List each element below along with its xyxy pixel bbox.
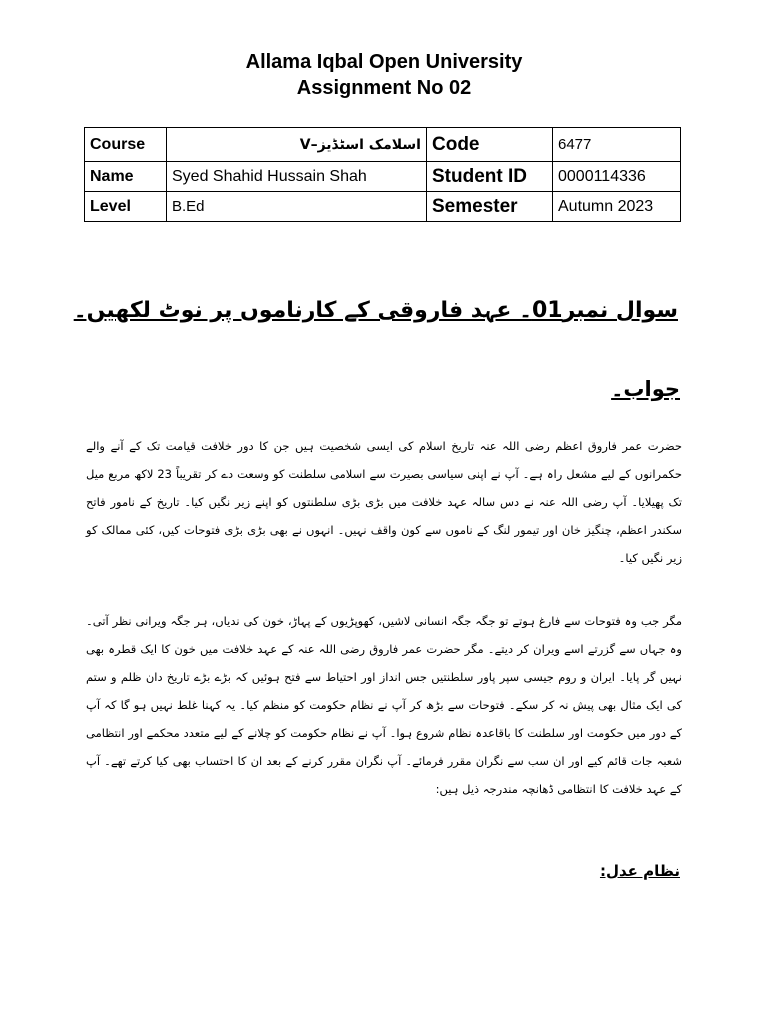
semester-label: Semester [427, 192, 553, 222]
info-table [84, 127, 681, 222]
name-label: Name [85, 162, 167, 192]
semester-value: Autumn 2023 [553, 192, 681, 222]
student-id-value: 0000114336 [553, 162, 681, 192]
table-row-level [85, 192, 681, 222]
section-subheading: نظام عدل: [599, 862, 680, 880]
student-id-label: Student ID [427, 162, 553, 192]
level-value: B.Ed [167, 192, 427, 222]
paragraph: حضرت عمر فاروق اعظم رضی اللہ عنہ تاریخ اسلام کی ایسی شخصیت ہیں جن کا دور خلافت قیامت تک کے آنے والے حکمرانوں کے لیے مشعل راہ ہے۔ آپ نے اپنی سیاسی بصیرت سے اسلامی سلطنت کو وسعت دے کر تقریباً 23 لاکھ مربع میل تک پھیلایا۔ آپ رضی اللہ عنہ نے دس سالہ عہد خلافت میں بڑی بڑی سلطنتوں کو اپنے زیر نگیں کیا۔ تاریخ کے نامور فاتح سکندر اعظم، چنگیز خان اور تیمور لنگ کے ناموں سے کون واقف نہیں۔ انہوں نے بھی بڑی بڑی فتوحات کیں، کئی ممالک کو زیر نگیں کیا۔ [86, 439, 682, 565]
page-title: Allama Iqbal Open University [245, 51, 523, 73]
table-row-name [85, 162, 681, 192]
course-value: اسلامک اسٹڈیز–V [167, 128, 427, 162]
code-label: Code [427, 128, 553, 162]
question-heading: سوال نمبر01۔ عہد فاروقی کے کارناموں پر نوٹ لکھیں۔ [73, 298, 678, 323]
course-label: Course [85, 128, 167, 162]
code-value: 6477 [553, 128, 681, 162]
page-subtitle: Assignment No 02 [296, 77, 472, 99]
answer-heading: جواب۔ [611, 377, 680, 401]
paragraph: مگر جب وہ فتوحات سے فارغ ہوتے تو جگہ جگہ انسانی لاشیں، کھوپڑیوں کے پہاڑ، خون کی ندیاں، ہر جگہ ویرانی نظر آتی۔ وہ جہاں سے گزرتے اسے ویران کر دیتے۔ مگر حضرت عمر فاروق رضی اللہ عنہ کے عہد خلافت میں خون کا ایک قطرہ بھی نہیں گر پایا۔ ایران و روم جیسی سپر پاور سلطنتیں جس انداز اور احتیاط سے فتح ہوئیں کہ بڑے بڑے تاریخ دان ظلم و ستم کی ایک مثال بھی پیش نہ کر سکے۔ فتوحات سے بڑھ کر آپ نے نظام حکومت کو منظم کیا۔ یہ کہنا غلط نہیں ہو گا کہ آپ کے دور میں حکومت اور سلطنت کا باقاعدہ نظام شروع ہوا۔ آپ نے نظام حکومت کو چلانے کے لیے متعدد محکمے اور انتظامی شعبہ جات قائم کیے اور ان سب سے نگران مقرر فرمائے۔ آپ نگران مقرر کرنے کے بعد ان کا احتساب بھی کیا کرتے تھے۔ آپ کے عہد خلافت کا انتظامی ڈھانچہ مندرجہ ذیل ہیں: [86, 614, 682, 796]
name-value: Syed Shahid Hussain Shah [167, 162, 427, 192]
table-row-course [85, 128, 681, 162]
level-label: Level [85, 192, 167, 222]
